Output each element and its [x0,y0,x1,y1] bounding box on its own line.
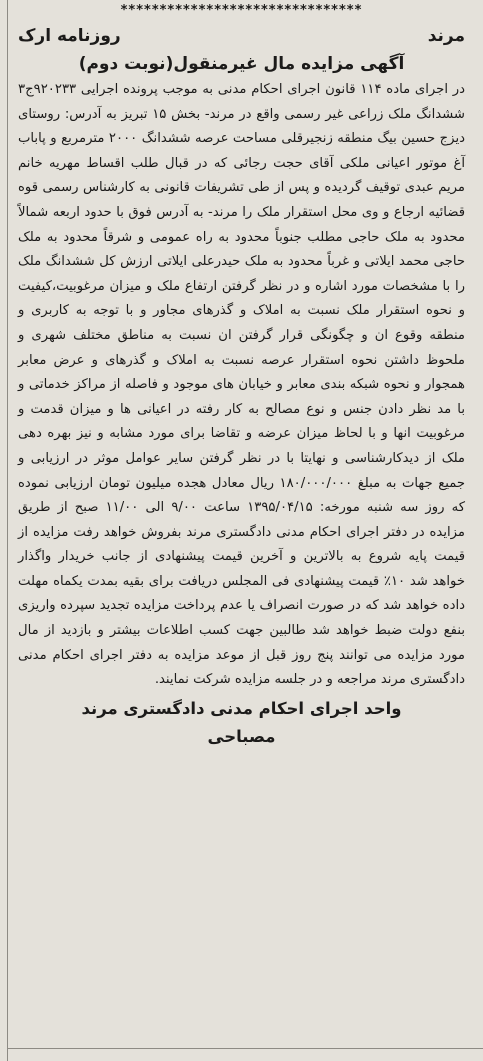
signature-unit: واحد اجرای احکام مدنی دادگستری مرند [81,698,402,718]
bottom-rule [7,1048,483,1049]
notice-signature [14,695,469,751]
notice-title: آگهی مزایده مال غیرمنقول(نوبت دوم) [78,54,405,74]
column-rule [7,0,8,1061]
newspaper-name: روزنامه ارک [18,26,121,46]
notice-paragraph: در اجرای ماده ۱۱۴ قانون اجرای احکام مدنی به موجب پرونده اجرایی ۹۲۰۲۳۳ج۳ ششدانگ ملک زراعی غیر رسمی واقع در مرند- بخش ۱۵ تبریز به آدرس: روستای دیزج حسین بیگ منطقه زنجیرقلی مساحت عرصه ششدانگ ۲۰۰۰ مترمربع و پاباب آغ موتور اعیانی ملکی آقای حجت رجائی که در قبال طلب اقساط مهریه خانم مریم عبدی توقیف گردیده و پس از طی تشریفات قانونی به کارشناس رسمی قوه قضائیه ارجاع و وی محل استقرار ملک را مرند- به آدرس فوق با حدود اربعه شمالاً محدود به ملک حاجی مطلب جنوباً محدود به راه عمومی و شرقاً محدود به ملک حاجی محمد ایلاتی و غرباً محدود به ملک حیدرعلی ایلاتی ارزش کل ششدانگ ملک را با مشخصات مورد اشاره و در نظر گرفتن ارتفاع ملک و میزان مرغوبیت،کیفیت و نحوه استقرار ملک نسبت به املاک و گذرهای مجاور و با توجه به کاربری و منطقه وقوع ان و چگونگی قرار گرفتن ان نسبت به مناطق مختلف شهری و ملحوظ داشتن نحوه استقرار عرصه نسبت به املاک و گذرهای و عرض معابر همجوار و نحوه شبکه بندی معابر و خیابان های موجود و فاصله از مراکز خدماتی و با مد نظر دادن جنس و نوع مصالح به کار رفته در اعیانی ها و میزان قدمت و مرغوبیت انها و با لحاظ میزان عرضه و تقاضا برای مورد مشابه و نیز بهره دهی ملک از دیدکارشناسی و نهایتا با در نظر گرفتن سایر عوامل موثر در ارزیابی و جمیع جهات به مبلغ ۱۸۰/۰۰۰/۰۰۰ ریال معادل هجده میلیون تومان ارزیابی نموده که روز سه شنبه مورخه: ۱۳۹۵/۰۴/۱۵ ساعت ۹/۰۰ الی ۱۱/۰۰ صبح از طریق مزایده در دفتر اجرای احکام مدنی دادگستری مرند بفروش خواهد رفت مزایده از قیمت پایه شروع به بالاترین و آخرین قیمت پیشنهادی از جانب خریدار واگذار خواهد شد ۱۰٪ قیمت پیشنهادی فی المجلس دریافت برای بقیه بمدت یکماه مهلت داده خواهد شد که در صورت انصراف یا عدم پرداخت مزایده تجدید سپرده واریزی بنفع دولت ضبط خواهد شد طالبین جهت کسب اطلاعات بیشتر و بازدید از مال مورد مزایده می توانند پنج روز قبل از موعد مزایده به دفتر اجرای احکام مدنی دادگستری مرند مراجعه و در جلسه مزایده شرکت نمایند. [18,82,465,688]
clipping-header [14,22,469,50]
signature-name: مصباحی [207,726,276,746]
star-separator: ******************************* [120,3,363,18]
city-label: مرند [427,26,465,46]
notice-body [14,78,469,693]
